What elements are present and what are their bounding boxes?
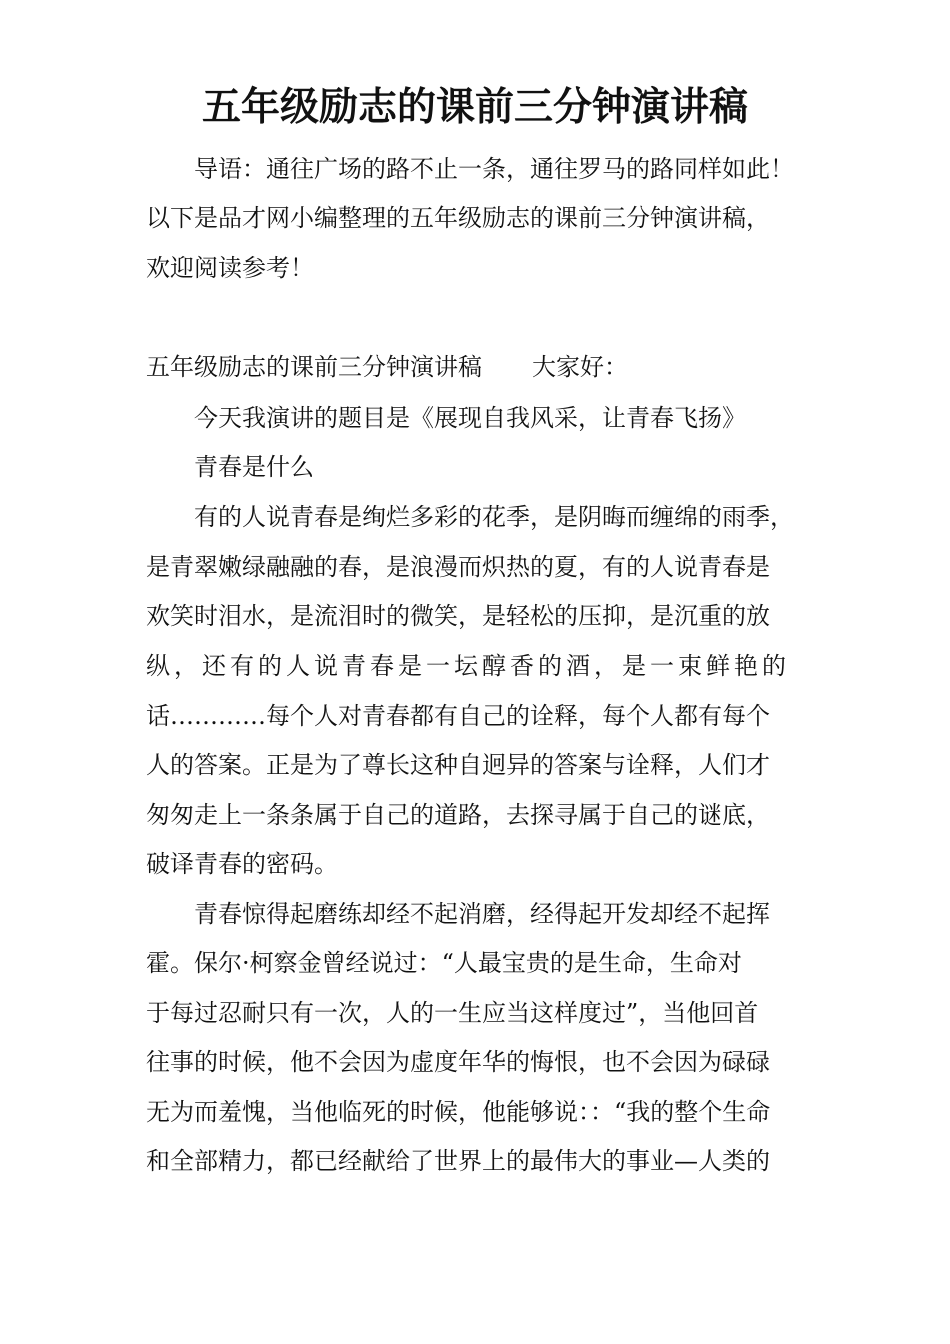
intro-line: 导语：通往广场的路不止一条，通往罗马的路同样如此！ [194,155,794,183]
topic-line: 今天我演讲的题目是《展现自我风采，让青春飞扬》 [194,404,746,432]
greeting: 大家好： [532,353,628,381]
paragraph-line: 破译青春的密码。 [146,850,338,878]
paragraph-line: 无为而羞愧，当他临死的时候，他能够说：：“我的整个生命 [146,1098,771,1126]
paragraph-line: 青春惊得起磨练却经不起消磨，经得起开发却经不起挥 [194,900,770,928]
paragraph-line: 纵，还有的人说青春是一坛醇香的酒，是一束鲜艳的 [146,652,790,680]
paragraph-line: 欢笑时泪水，是流泪时的微笑，是轻松的压抑，是沉重的放 [146,602,770,630]
paragraph-line: 匆匆走上一条条属于自己的道路，去探寻属于自己的谜底， [146,801,770,829]
intro-line: 以下是品才网小编整理的五年级励志的课前三分钟演讲稿， [146,204,770,232]
paragraph-line: 于每过忍耐只有一次，人的一生应当这样度过”，当他回首 [146,999,759,1027]
question-line: 青春是什么 [194,453,314,481]
paragraph-line: 话…………每个人对青春都有自己的诠释，每个人都有每个 [146,702,770,730]
page-title: 五年级励志的课前三分钟演讲稿 [201,84,748,130]
intro-line: 欢迎阅读参考！ [146,254,314,282]
paragraph-line: 有的人说青春是绚烂多彩的花季，是阴晦而缠绵的雨季， [194,503,794,531]
paragraph-line: 往事的时候，他不会因为虚度年华的悔恨，也不会因为碌碌 [146,1048,770,1076]
section-heading: 五年级励志的课前三分钟演讲稿 [146,353,482,381]
paragraph-line: 是青翠嫩绿融融的春，是浪漫而炽热的夏，有的人说青春是 [146,553,770,581]
paragraph-line: 人的答案。正是为了尊长这种自迥异的答案与诠释，人们才 [146,751,770,779]
paragraph-line: 和全部精力，都已经献给了世界上的最伟大的事业—人类的 [146,1147,770,1175]
section-heading-line [146,351,628,383]
paragraph-line: 霍。保尔·柯察金曾经说过：“人最宝贵的是生命，生命对 [146,949,742,977]
